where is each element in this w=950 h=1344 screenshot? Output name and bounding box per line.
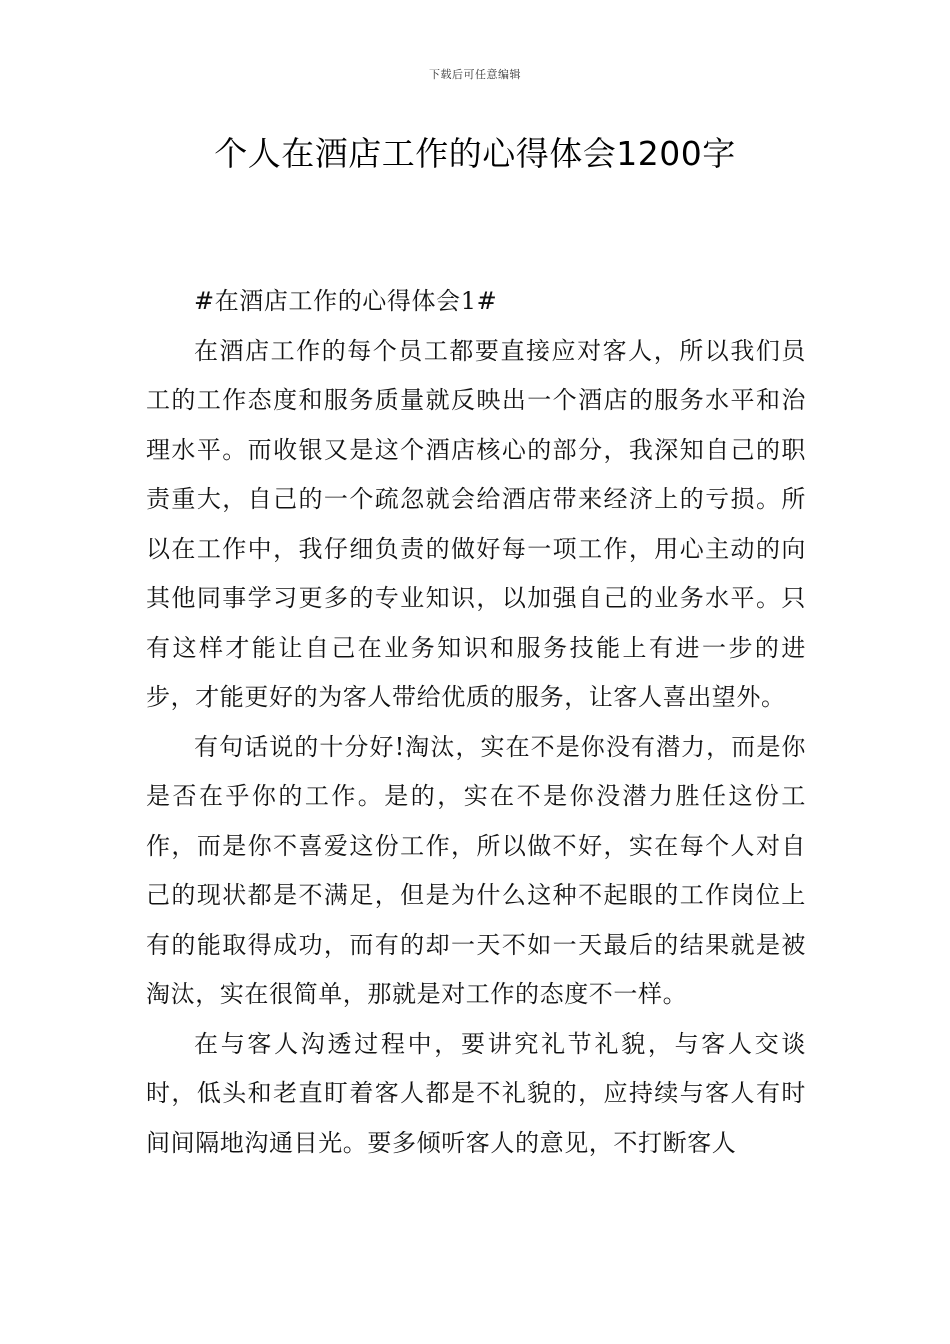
section-heading: #在酒店工作的心得体会1#	[194, 287, 498, 315]
paragraph: 在酒店工作的每个员工都要直接应对客人，所以我们员工的工作态度和服务质量就反映出一个酒店的服务水平和治理水平。而收银又是这个酒店核心的部分，我深知自己的职责重大，自己的一个疏忽就会给酒店带来经济上的亏损。所以在工作中，我仔细负责的做好每一项工作，用心主动的向其他同事学习更多的专业知识，以加强自己的业务水平。只有这样才能让自己在业务知识和服务技能上有进一步的进步，才能更好的为客人带给优质的服务，让客人喜出望外。	[146, 336, 806, 711]
header-note: 下载后可任意编辑	[429, 68, 521, 81]
paragraph: 有句话说的十分好!淘汰，实在不是你没有潜力，而是你是否在乎你的工作。是的，实在不是你没潜力胜任这份工作，而是你不喜爱这份工作，所以做不好，实在每个人对自己的现状都是不满足，但是为什么这种不起眼的工作岗位上有的能取得成功，而有的却一天不如一天最后的结果就是被淘汰，实在很简单，那就是对工作的态度不一样。	[146, 732, 806, 1008]
document-title: 个人在酒店工作的心得体会1200字	[214, 134, 736, 173]
paragraph: 在与客人沟透过程中，要讲究礼节礼貌，与客人交谈时，低头和老直盯着客人都是不礼貌的，应持续与客人有时间间隔地沟通目光。要多倾听客人的意见，不打断客人	[146, 1029, 806, 1157]
document-body	[146, 277, 806, 1168]
